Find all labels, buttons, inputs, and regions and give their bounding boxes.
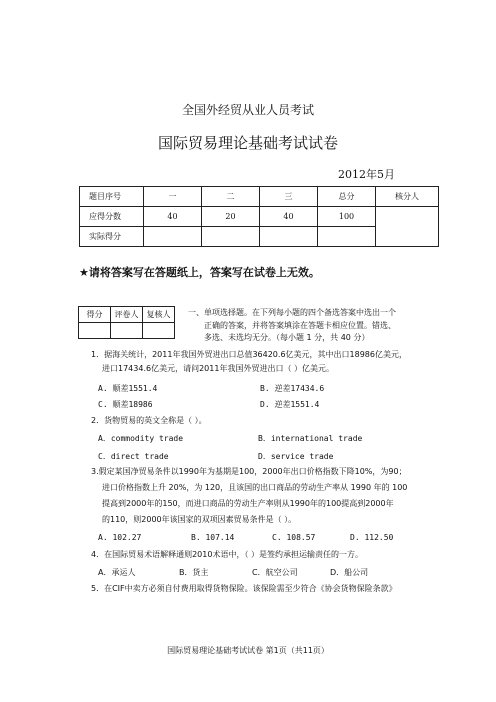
q1-option-b: B. 逆差17434.6 (260, 384, 325, 393)
grader-rechecker-label: 复核人 (143, 307, 175, 323)
points-total: 100 (318, 207, 376, 227)
header-part-1: 一 (144, 187, 202, 207)
checker-cell (376, 207, 439, 247)
q4-option-c: C．航空公司 (252, 568, 298, 577)
actual-part-2 (202, 227, 260, 247)
header-total: 总分 (318, 187, 376, 207)
points-part-1: 40 (144, 207, 202, 227)
section-1-instructions (188, 307, 396, 345)
q2-stem: 2．货物贸易的英文全称是（ ）。 (91, 416, 207, 425)
q1-option-d: D. 逆差1551.4 (260, 400, 320, 409)
q1-option-a: A. 顺差1551.4 (98, 384, 158, 393)
grader-box (78, 306, 175, 339)
q3-option-a: A. 102.27 (98, 533, 142, 542)
exam-title-line1: 全国外经贸从业人员考试 (181, 103, 314, 117)
score-table (79, 186, 439, 247)
points-part-2: 20 (202, 207, 260, 227)
actual-row-label: 实际得分 (80, 227, 144, 247)
q3-option-d: D. 112.50 (350, 533, 394, 542)
section-1-line3: 多选、未选均无分。（每小题 1 分，共 40 分） (204, 333, 370, 342)
points-row-label: 应得分数 (80, 207, 144, 227)
q4-option-b: B．货主 (179, 568, 209, 577)
q2-option-a: A．commodity trade (98, 434, 184, 443)
actual-total (318, 227, 376, 247)
q1-line2: 进口17434.6亿美元，请问2011年我国外贸进出口（ ）亿美元。 (102, 364, 334, 373)
q2-option-b: B．international trade (258, 434, 363, 443)
score-table-header-row (80, 187, 439, 207)
actual-part-1 (144, 227, 202, 247)
page-footer: 国际贸易理论基础考试试卷 第1页（共11页） (167, 646, 329, 655)
section-1-line2: 正确的答案，并将答案填涂在答题卡相应位置。错选、 (204, 320, 396, 330)
q5-stem: 5．在CIF中卖方必须自付费用取得货物保险。该保险需至少符合《协会货物保险条款》 (91, 584, 397, 593)
score-table-points-row (80, 207, 439, 227)
q2-option-d: D．service trade (258, 452, 334, 461)
q4-option-a: A．承运人 (98, 568, 136, 577)
q1-line1: 1．据海关统计，2011年我国外贸进出口总值36420.6亿美元，其中出口18986亿美元， (91, 350, 407, 359)
header-part-3: 三 (260, 187, 318, 207)
exam-title-line2: 国际贸易理论基础考试试卷 (157, 134, 338, 152)
q2-option-c: C．direct trade (98, 452, 169, 461)
grader-reviewer-cell (111, 323, 143, 339)
actual-part-3 (260, 227, 318, 247)
q3-option-b: B. 107.14 (191, 533, 235, 542)
q3-line4: 的110，则2000年该国家的双项因素贸易条件是（ ）。 (102, 515, 297, 524)
header-checker: 核分人 (376, 187, 439, 207)
q3-line1: 3.假定某国净贸易条件以1990年为基期是100，2000年出口价格指数下降10%，为90； (91, 467, 407, 476)
points-part-3: 40 (260, 207, 318, 227)
grader-reviewer-label: 评卷人 (111, 307, 143, 323)
grader-rechecker-cell (143, 323, 175, 339)
exam-date: 2012年5月 (338, 168, 395, 181)
answer-notice: ★请将答案写在答题纸上，答案写在试卷上无效。 (79, 266, 320, 279)
header-question-number: 题目序号 (80, 187, 144, 207)
grader-score-cell (79, 323, 111, 339)
section-1-line1: 一、单项选择题。在下列每小题的四个备选答案中选出一个 (188, 308, 396, 317)
q3-line2: 进口价格指数上升 20%，为 120，且该国的出口商品的劳动生产率从 1990 年的 100 (102, 483, 408, 492)
grader-score-label: 得分 (79, 307, 111, 323)
q1-option-c: C. 顺差18986 (98, 400, 153, 409)
q3-line3: 提高到2000年的150，而进口商品的劳动生产率则从1990年的100提高到2000年 (102, 499, 394, 508)
header-part-2: 二 (202, 187, 260, 207)
q3-option-c: C. 108.57 (272, 533, 316, 542)
q4-option-d: D．船公司 (330, 568, 369, 577)
q4-stem: 4．在国际贸易术语解释通则2010术语中，（ ）是签约承担运输责任的一方。 (91, 550, 363, 559)
